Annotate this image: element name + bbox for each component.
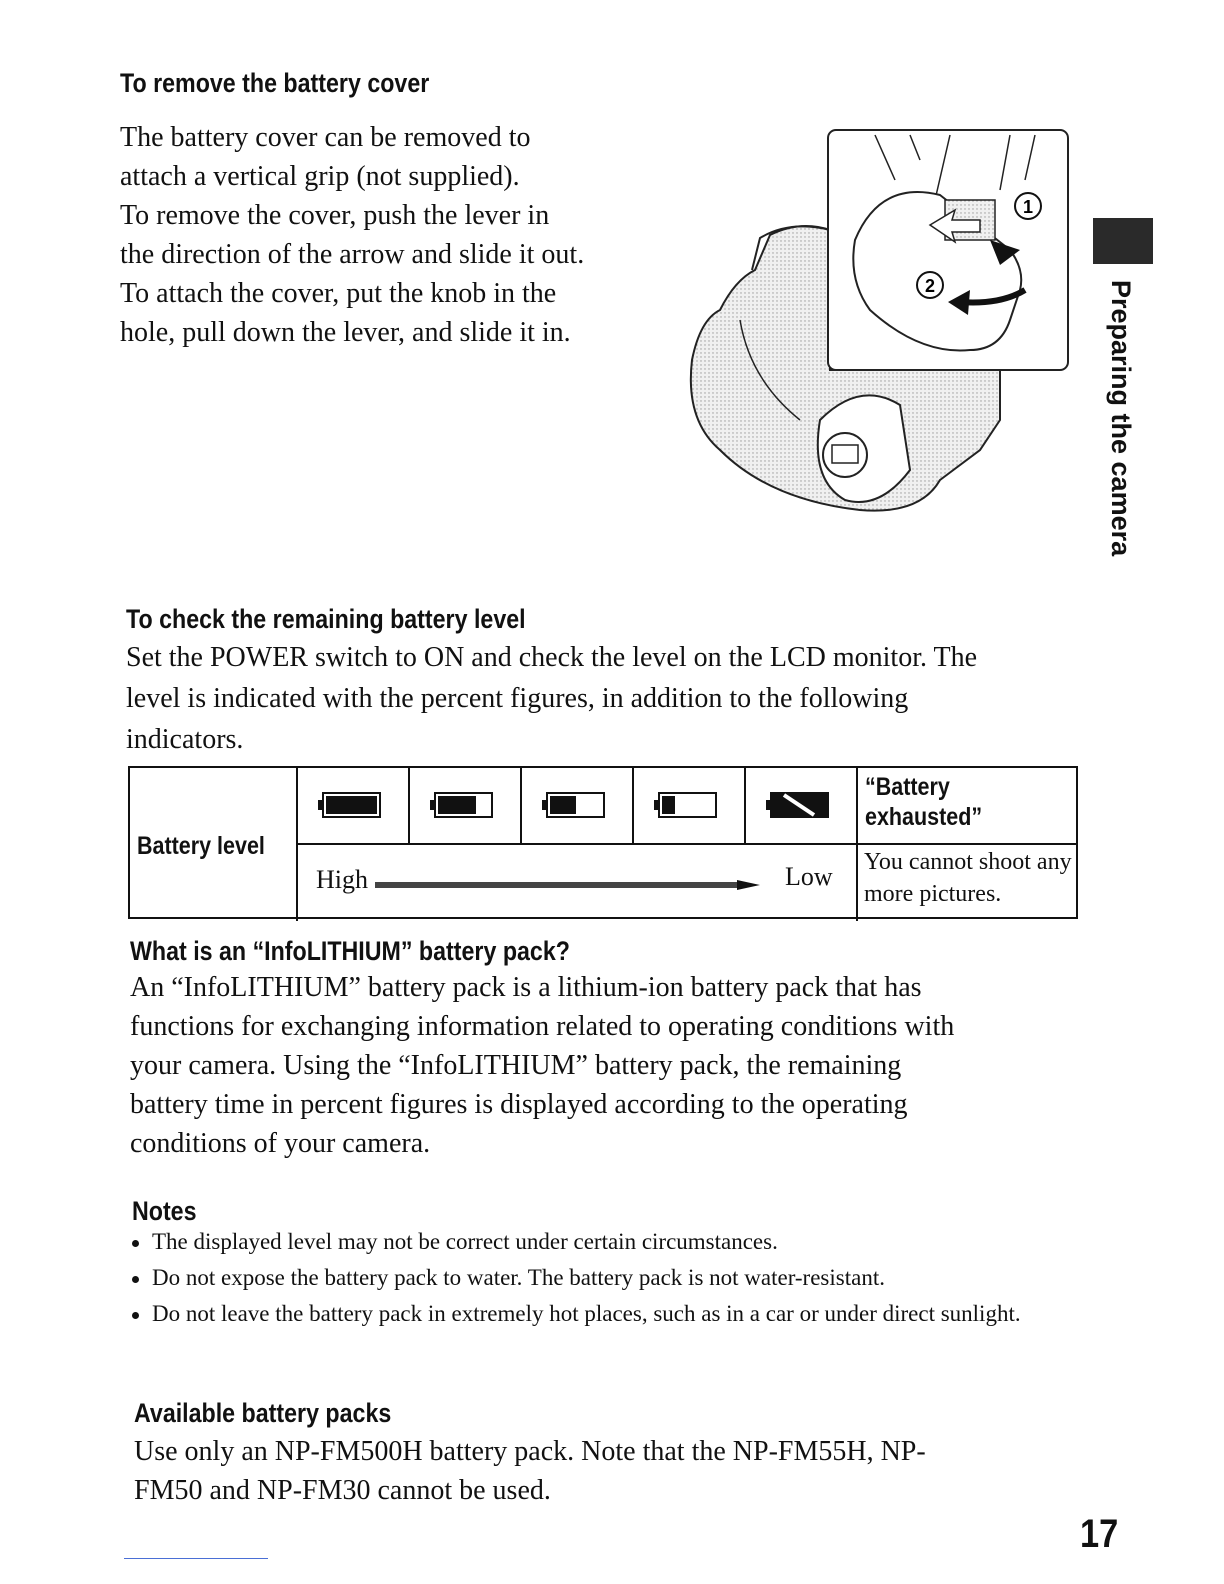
section-tab-marker xyxy=(1093,218,1153,264)
text-line: the direction of the arrow and slide it out. xyxy=(120,239,585,270)
battery-quarter-icon xyxy=(654,792,718,818)
high-label: High xyxy=(316,865,368,894)
text-line: FM50 and NP-FM30 cannot be used. xyxy=(134,1475,551,1506)
battery-indicator-cell xyxy=(746,768,856,844)
battery-three-quarter-icon xyxy=(430,792,494,818)
text-line: battery time in percent figures is displayed according to the operating xyxy=(130,1089,908,1120)
page-number: 17 xyxy=(1080,1512,1119,1556)
text-line: attach a vertical grip (not supplied). xyxy=(120,161,520,192)
low-label: Low xyxy=(785,862,833,891)
text-line: indicators. xyxy=(126,724,244,755)
battery-exhausted-label: “Battery exhausted” xyxy=(865,773,983,831)
notes-section xyxy=(130,1224,1090,1332)
callout-1-text: 1 xyxy=(1022,197,1034,217)
text-line: functions for exchanging information related to operating conditions with xyxy=(130,1011,955,1042)
text-line: To attach the cover, put the knob in the xyxy=(120,278,557,309)
check-level-text xyxy=(126,637,1086,760)
battery-indicator-cell xyxy=(522,768,632,844)
note-item: Do not expose the battery pack to water. The battery pack is not water-resistant. xyxy=(130,1260,1090,1296)
text-line: An “InfoLITHIUM” battery pack is a lithium-ion battery pack that has xyxy=(130,972,922,1003)
available-packs-text xyxy=(134,1432,1094,1510)
note-item: The displayed level may not be correct under certain circumstances. xyxy=(130,1224,1090,1260)
battery-indicator-cell xyxy=(298,768,408,844)
check-level-heading: To check the remaining battery level xyxy=(126,604,526,634)
available-packs-heading: Available battery packs xyxy=(134,1398,392,1428)
text-line: The battery cover can be removed to xyxy=(120,122,531,153)
battery-exhausted-description: You cannot shoot any more pictures. xyxy=(864,849,1072,907)
battery-indicator-cell xyxy=(410,768,520,844)
footer-rule xyxy=(124,1558,268,1559)
text-line: Set the POWER switch to ON and check the level on the LCD monitor. The xyxy=(126,642,977,673)
callout-2-text: 2 xyxy=(924,276,936,296)
text-line: hole, pull down the lever, and slide it in. xyxy=(120,317,571,348)
text-line: To remove the cover, push the lever in xyxy=(120,200,550,231)
text-line: conditions of your camera. xyxy=(130,1128,431,1159)
battery-level-table xyxy=(128,766,1078,919)
battery-half-icon xyxy=(542,792,606,818)
text-line: level is indicated with the percent figures, in addition to the following xyxy=(126,683,909,714)
level-arrow-icon xyxy=(375,880,760,890)
battery-cover-illustration xyxy=(680,120,1080,530)
battery-full-icon xyxy=(318,792,382,818)
remove-cover-text xyxy=(120,118,680,352)
battery-empty-icon xyxy=(766,792,830,818)
text-line: Use only an NP-FM500H battery pack. Note that the NP-FM55H, NP- xyxy=(134,1436,926,1467)
infolithium-heading: What is an “InfoLITHIUM” battery pack? xyxy=(130,936,570,966)
notes-list xyxy=(130,1224,1090,1332)
notes-heading: Notes xyxy=(132,1196,197,1226)
note-item: Do not leave the battery pack in extremely hot places, such as in a car or under direct sunlight. xyxy=(130,1296,1090,1332)
remove-cover-heading: To remove the battery cover xyxy=(120,68,430,98)
infolithium-text xyxy=(130,968,1090,1163)
battery-level-label: Battery level xyxy=(137,832,265,860)
text-line: your camera. Using the “InfoLITHIUM” battery pack, the remaining xyxy=(130,1050,902,1081)
battery-indicator-cell xyxy=(634,768,744,844)
section-side-label: Preparing the camera xyxy=(1106,280,1136,557)
